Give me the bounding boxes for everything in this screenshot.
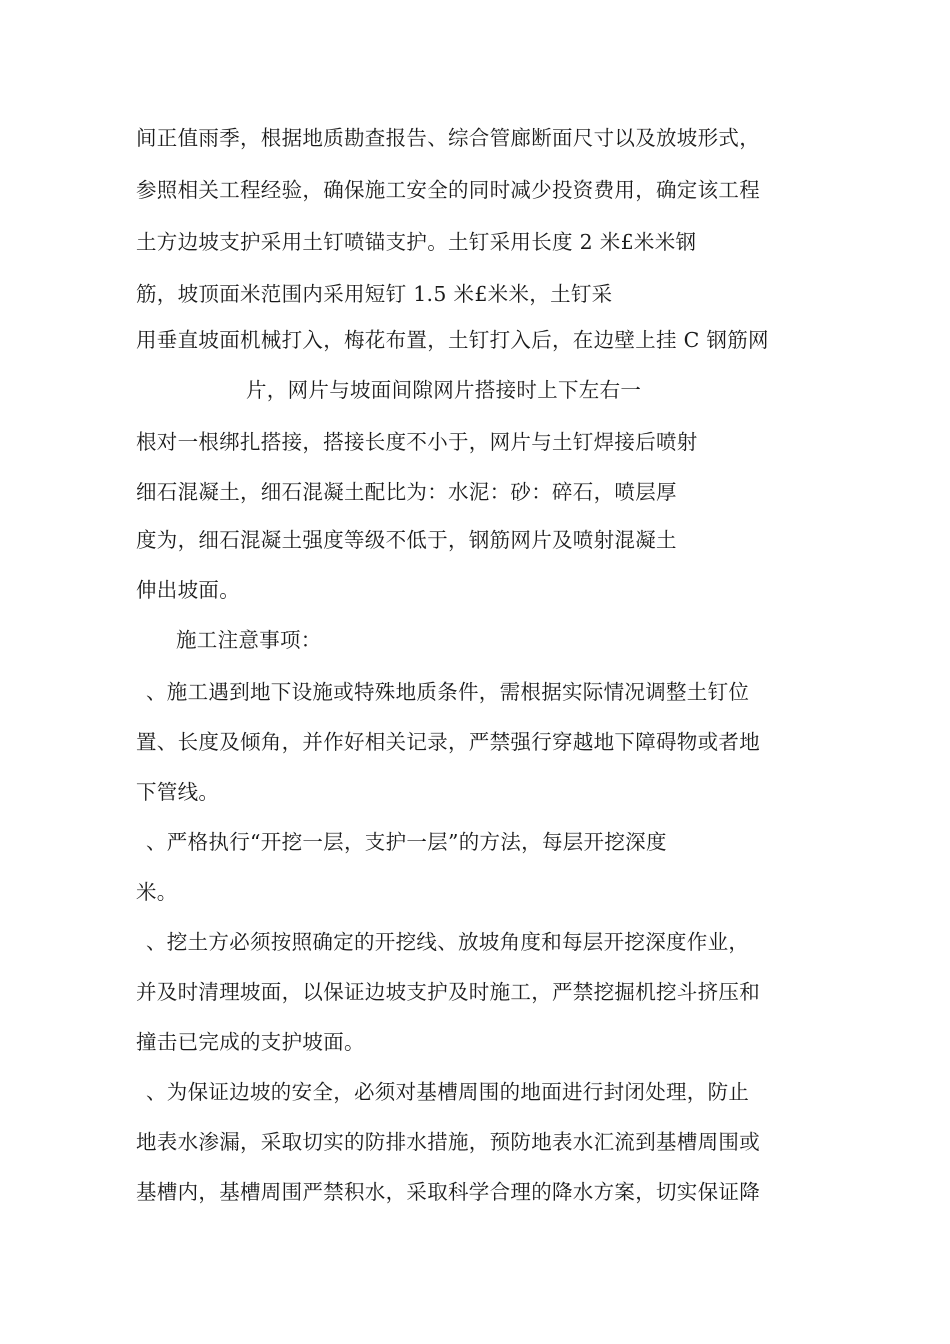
list-item-1-line-2: 置、长度及倾角，并作好相关记录，严禁强行穿越地下障碍物或者地 bbox=[136, 730, 760, 754]
paragraph-line-6: 片，网片与坡面间隙网片搭接时上下左右一 bbox=[246, 378, 642, 402]
list-item-2-line-2: 米。 bbox=[136, 880, 178, 904]
list-item-4-line-3: 基槽内，基槽周围严禁积水，采取科学合理的降水方案，切实保证降 bbox=[136, 1180, 760, 1204]
paragraph-line-10: 伸出坡面。 bbox=[136, 578, 240, 602]
list-item-4-line-1: 、为保证边坡的安全，必须对基槽周围的地面进行封闭处理，防止 bbox=[146, 1080, 750, 1104]
list-item-3-line-3: 撞击已完成的支护坡面。 bbox=[136, 1030, 365, 1054]
list-item-1-line-3: 下管线。 bbox=[136, 780, 220, 804]
paragraph-line-8: 细石混凝土，细石混凝土配比为：水泥：砂：碎石，喷层厚 bbox=[136, 480, 677, 504]
paragraph-line-2: 参照相关工程经验，确保施工安全的同时减少投资费用，确定该工程 bbox=[136, 178, 760, 202]
list-item-3-line-2: 并及时清理坡面，以保证边坡支护及时施工，严禁挖掘机挖斗挤压和 bbox=[136, 980, 760, 1004]
paragraph-line-9: 度为，细石混凝土强度等级不低于，钢筋网片及喷射混凝土 bbox=[136, 528, 677, 552]
paragraph-line-3: 土方边坡支护采用土钉喷锚支护。土钉采用长度 2 米£米米钢 bbox=[136, 230, 697, 254]
paragraph-line-1: 间正值雨季，根据地质勘查报告、综合管廊断面尺寸以及放坡形式， bbox=[136, 126, 760, 150]
paragraph-line-5: 用垂直坡面机械打入，梅花布置，土钉打入后，在边壁上挂 C 钢筋网 bbox=[136, 328, 769, 352]
list-item-4-line-2: 地表水渗漏，采取切实的防排水措施，预防地表水汇流到基槽周围或 bbox=[136, 1130, 760, 1154]
list-item-2-line-1: 、严格执行“开挖一层，支护一层”的方法，每层开挖深度 bbox=[146, 830, 667, 854]
section-heading: 施工注意事项： bbox=[176, 628, 322, 652]
list-item-3-line-1: 、挖土方必须按照确定的开挖线、放坡角度和每层开挖深度作业， bbox=[146, 930, 750, 954]
paragraph-line-4: 筋，坡顶面米范围内采用短钉 1.5 米£米米，土钉采 bbox=[136, 282, 613, 306]
list-item-1-line-1: 、施工遇到地下设施或特殊地质条件，需根据实际情况调整土钉位 bbox=[146, 680, 750, 704]
paragraph-line-7: 根对一根绑扎搭接，搭接长度不小于，网片与土钉焊接后喷射 bbox=[136, 430, 698, 454]
